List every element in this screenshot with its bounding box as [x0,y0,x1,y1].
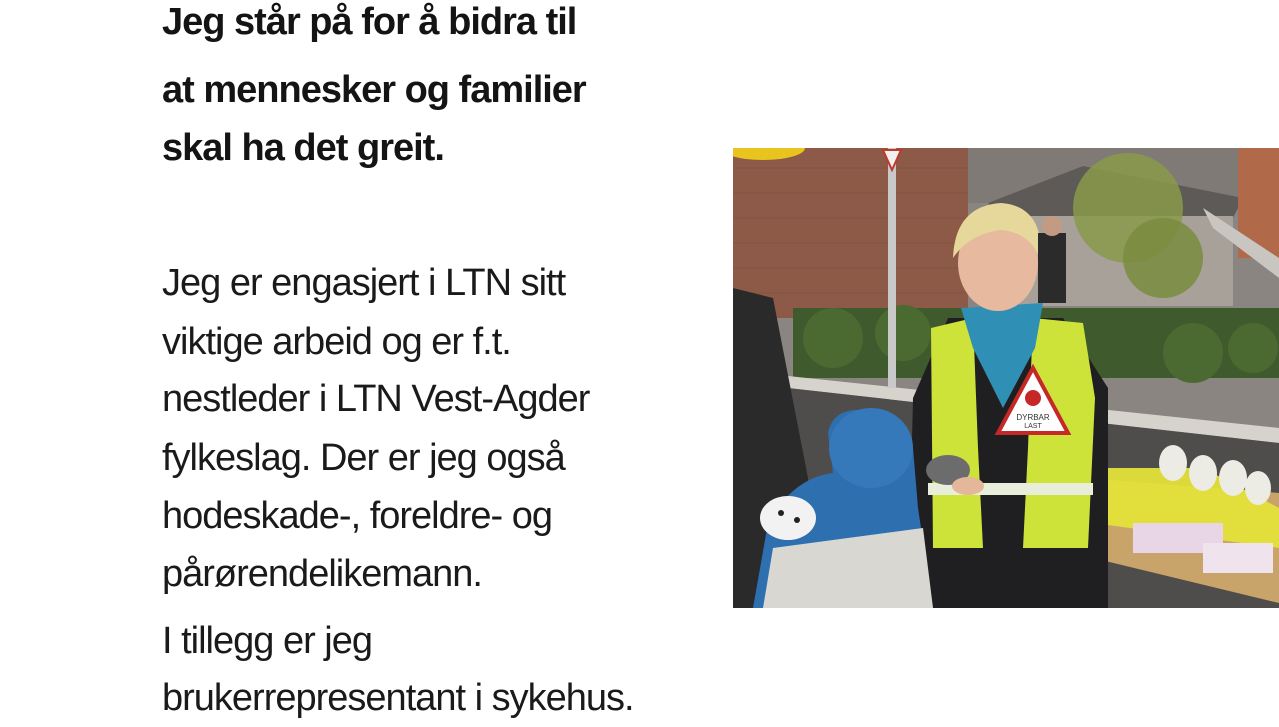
heading-line: skal ha det greit. [162,127,444,169]
paragraph-line: nestleder i LTN Vest-Agder [162,378,590,420]
paragraph-line: brukerrepresentant i sykehus. [162,677,634,719]
photo-volunteer-at-stand [733,148,1279,608]
heading-line: at mennesker og familier [162,69,586,111]
paragraph-line: pårørendelikemann. [162,553,482,595]
paragraph-line: I tillegg er jeg [162,620,373,662]
vest-badge-text: LAST [1024,423,1042,430]
paragraph-line: viktige arbeid og er f.t. [162,321,511,363]
paragraph-line: fylkeslag. Der er jeg også [162,437,565,479]
vest-badge-text: DYRBAR [1016,413,1050,422]
paragraph-line: hodeskade-, foreldre- og [162,495,553,537]
heading-line: Jeg står på for å bidra til [162,1,577,43]
paragraph-line: Jeg er engasjert i LTN sitt [162,262,566,304]
